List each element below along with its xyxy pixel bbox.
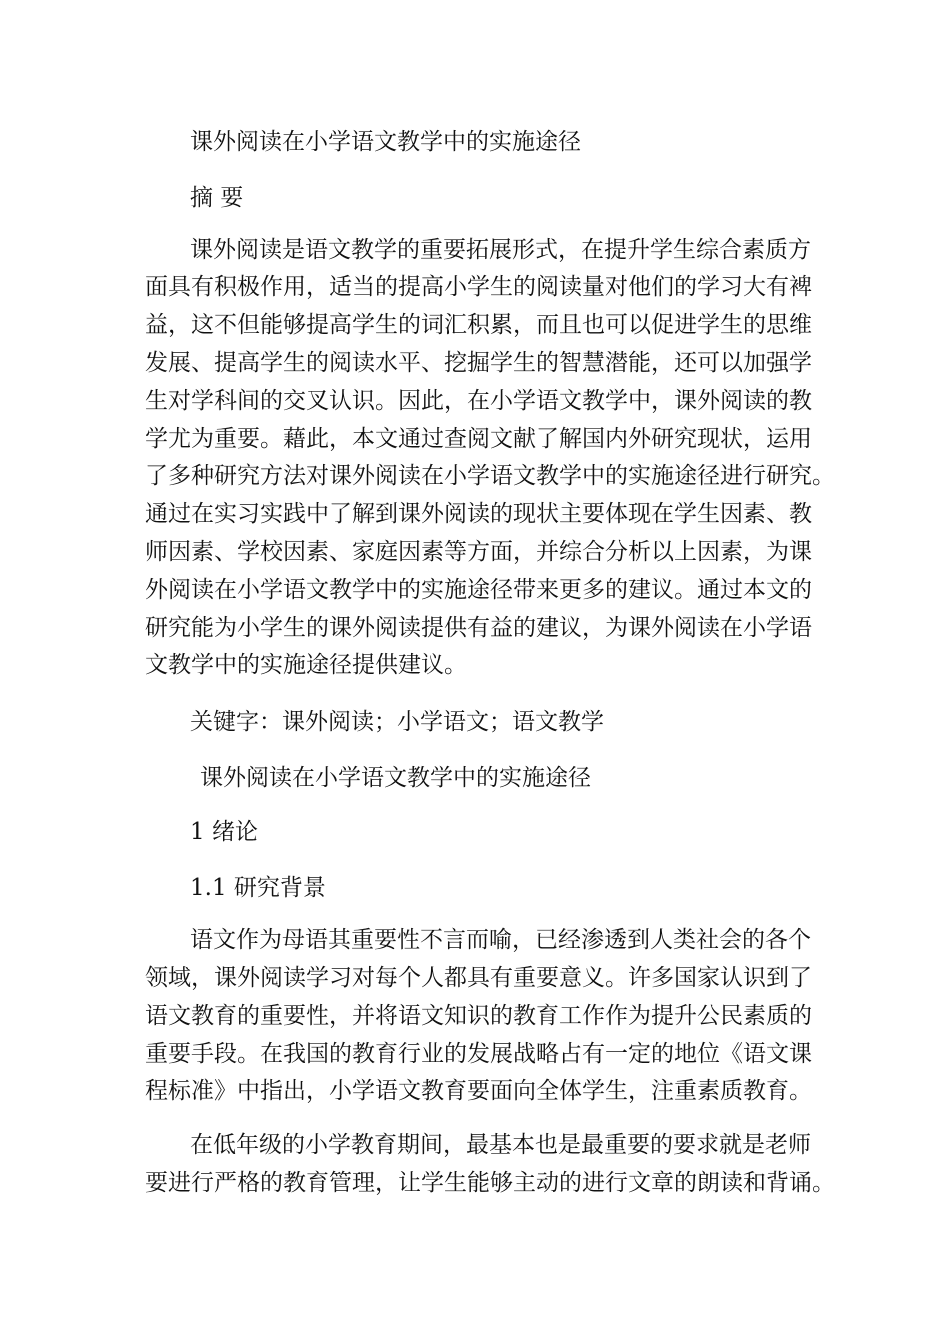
paragraph-line: 在低年级的小学教育期间，最基本也是最重要的要求就是老师 [190,1132,811,1158]
abstract-line: 益，这不但能够提高学生的词汇积累，而且也可以促进学生的思维 [145,312,812,338]
abstract-line: 文教学中的实施途径提供建议。 [145,652,467,678]
abstract-line: 师因素、学校因素、家庭因素等方面，并综合分析以上因素，为课 [145,539,812,565]
paragraph-line: 程标准》中指出，小学语文教育要面向全体学生，注重素质教育。 [145,1078,812,1104]
abstract-line: 研究能为小学生的课外阅读提供有益的建议，为课外阅读在小学语 [145,615,812,641]
paragraph-line: 重要手段。在我国的教育行业的发展战略占有一定的地位《语文课 [145,1041,812,1067]
section-heading: 1.1 研究背景 [190,875,326,901]
abstract-line: 通过在实习实践中了解到课外阅读的现状主要体现在学生因素、教 [145,501,812,527]
document-title: 课外阅读在小学语文教学中的实施途径 [190,129,581,155]
paragraph-line: 语文教育的重要性，并将语文知识的教育工作作为提升公民素质的 [145,1003,812,1029]
chapter-heading: 1 绪论 [190,819,258,845]
abstract-line: 了多种研究方法对课外阅读在小学语文教学中的实施途径进行研究。 [145,463,835,489]
abstract-line: 学尤为重要。藉此，本文通过查阅文献了解国内外研究现状，运用 [145,426,812,452]
paragraph-line: 要进行严格的教育管理，让学生能够主动的进行文章的朗读和背诵。 [145,1170,835,1196]
keywords-line: 关键字：课外阅读；小学语文；语文教学 [190,709,604,735]
abstract-line: 生对学科间的交叉认识。因此，在小学语文教学中，课外阅读的教 [145,388,812,414]
abstract-line: 发展、提高学生的阅读水平、挖掘学生的智慧潜能，还可以加强学 [145,350,812,376]
abstract-heading: 摘 要 [190,185,244,211]
abstract-line: 面具有积极作用，适当的提高小学生的阅读量对他们的学习大有裨 [145,274,812,300]
abstract-line: 课外阅读是语文教学的重要拓展形式，在提升学生综合素质方 [190,237,811,263]
body-title: 课外阅读在小学语文教学中的实施途径 [200,765,591,791]
paragraph-line: 领域，课外阅读学习对每个人都具有重要意义。许多国家认识到了 [145,965,812,991]
abstract-line: 外阅读在小学语文教学中的实施途径带来更多的建议。通过本文的 [145,577,812,603]
paragraph-line: 语文作为母语其重要性不言而喻，已经渗透到人类社会的各个 [190,927,811,953]
